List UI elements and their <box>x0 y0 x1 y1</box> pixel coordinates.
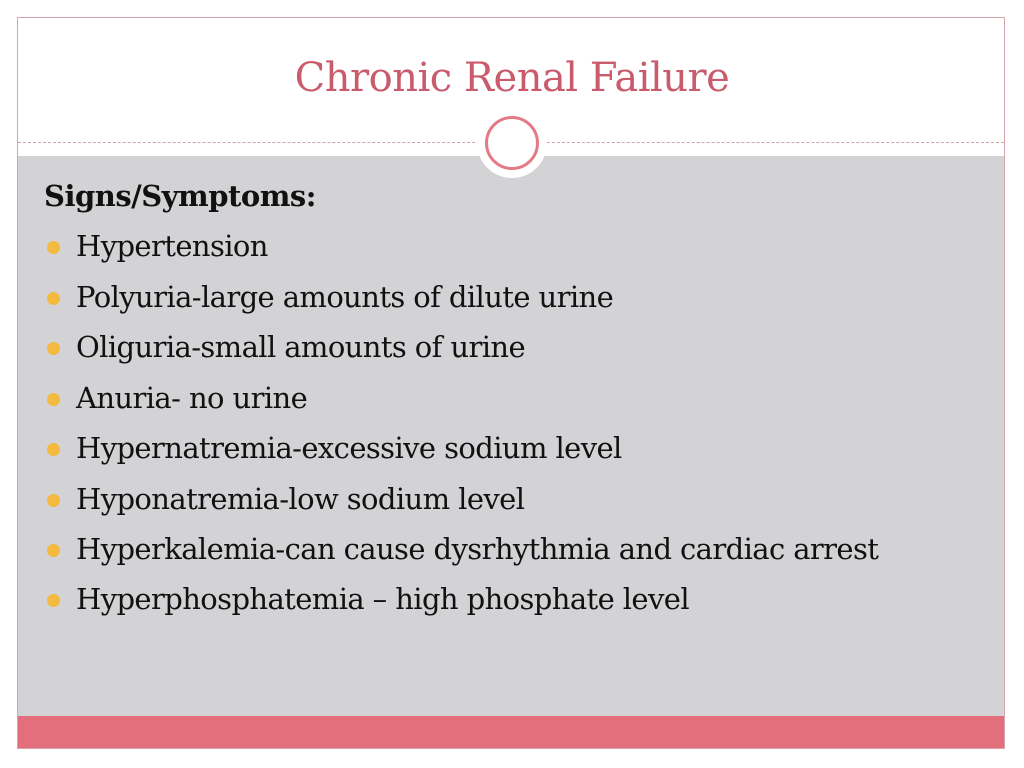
list-item-text: Polyuria-large amounts of dilute urine <box>76 279 614 314</box>
list-item <box>44 378 984 419</box>
list-item <box>44 226 984 267</box>
list-item <box>44 529 984 569</box>
list-item <box>44 428 984 469</box>
bullet-icon <box>47 292 60 305</box>
list-item-text: Anuria- no urine <box>76 380 308 415</box>
bullet-list <box>44 226 984 629</box>
list-item-text: Hypernatremia-excessive sodium level <box>76 431 622 465</box>
bullet-icon <box>47 443 60 456</box>
bullet-icon <box>47 544 60 557</box>
bullet-icon <box>47 594 60 607</box>
bullet-icon <box>47 342 60 355</box>
list-item-text: Hyperkalemia-can cause dysrhythmia and cardiac arrest <box>76 532 879 566</box>
bullet-icon <box>47 494 60 507</box>
list-item-text: Hypertension <box>76 229 268 263</box>
bullet-icon <box>47 241 60 254</box>
list-item-text: Oliguria-small amounts of urine <box>76 330 526 364</box>
list-item-text: Hyponatremia-low sodium level <box>76 481 525 516</box>
slide-title: Chronic Renal Failure <box>294 55 730 101</box>
bullet-icon <box>47 393 60 406</box>
section-heading: Signs/Symptoms: <box>44 179 316 213</box>
footer-band <box>18 716 1004 748</box>
list-item <box>44 479 984 520</box>
list-item <box>44 277 984 318</box>
list-item <box>44 579 984 620</box>
list-item-text: Hyperphosphatemia – high phosphate level <box>76 581 690 616</box>
ornament-ring <box>485 116 539 170</box>
circle-ring-icon <box>477 108 547 178</box>
list-item <box>44 327 984 368</box>
